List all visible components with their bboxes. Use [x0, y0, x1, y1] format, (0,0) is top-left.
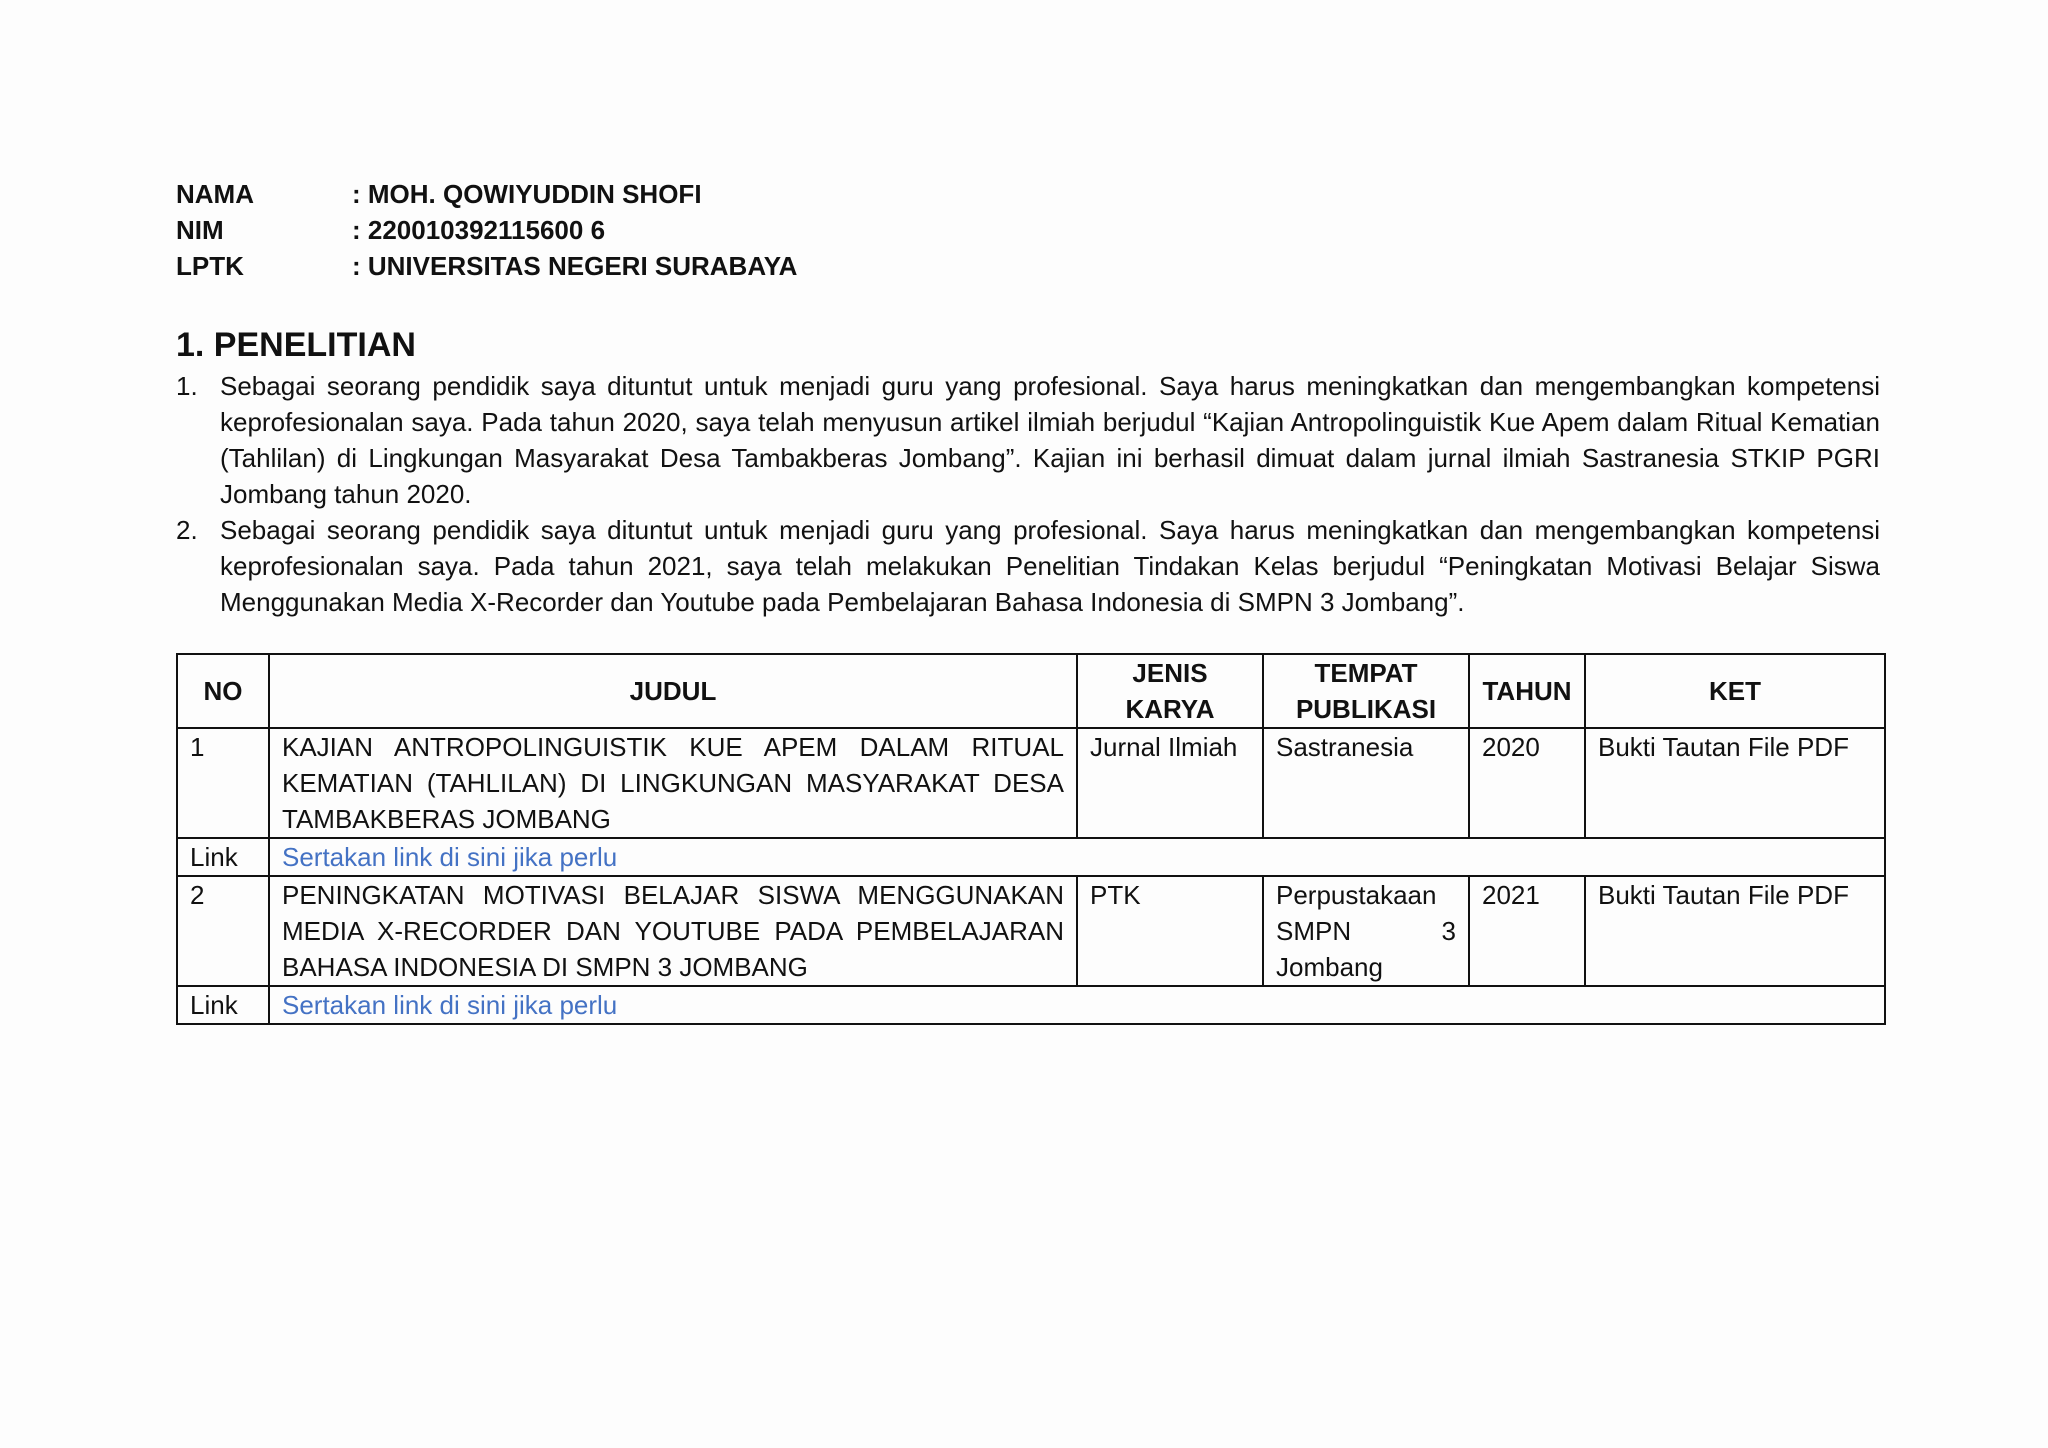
cell-ket: Bukti Tautan File PDF	[1585, 876, 1885, 986]
cell-tempat-publikasi: Sastranesia	[1263, 728, 1469, 838]
table-header-row	[177, 654, 1885, 728]
cell-link-text[interactable]: Sertakan link di sini jika perlu	[269, 986, 1885, 1024]
identity-block	[176, 176, 797, 284]
paragraph-item	[176, 512, 1880, 620]
identity-row-lptk	[176, 248, 797, 284]
header-tahun: TAHUN	[1469, 654, 1585, 728]
cell-jenis-karya: Jurnal Ilmiah	[1077, 728, 1263, 838]
cell-tempat-publikasi: Perpustakaan SMPN 3 Jombang	[1263, 876, 1469, 986]
cell-no: 2	[177, 876, 269, 986]
cell-jenis-karya: PTK	[1077, 876, 1263, 986]
cell-judul: PENINGKATAN MOTIVASI BELAJAR SISWA MENGGUNAKAN MEDIA X-RECORDER DAN YOUTUBE PADA PEMBELAJARAN BAHASA INDONESIA DI SMPN 3 JOMBANG	[269, 876, 1077, 986]
table-row	[177, 876, 1885, 986]
cell-link-label: Link	[177, 986, 269, 1024]
cell-no: 1	[177, 728, 269, 838]
identity-label: NIM	[176, 215, 224, 245]
cell-tahun: 2021	[1469, 876, 1585, 986]
header-ket: KET	[1585, 654, 1885, 728]
paragraph-text: Sebagai seorang pendidik saya dituntut untuk menjadi guru yang profesional. Saya harus meningkatkan dan mengembangkan kompetensi keprofesionalan saya. Pada tahun 2020, saya telah menyusun artikel ilmiah berjudul “Kajian Antropolinguistik Kue Apem dalam Ritual Kematian (Tahlilan) di Lingkungan Masyarakat Desa Tambakberas Jombang”. Kajian ini berhasil dimuat dalam jurnal ilmiah Sastranesia STKIP PGRI Jombang tahun 2020.	[220, 371, 1880, 509]
section-title: 1. PENELITIAN	[176, 326, 416, 364]
cell-link-text[interactable]: Sertakan link di sini jika perlu	[269, 838, 1885, 876]
table-row	[177, 728, 1885, 838]
identity-label: LPTK	[176, 251, 244, 281]
identity-row-nama	[176, 176, 797, 212]
paragraph-text: Sebagai seorang pendidik saya dituntut untuk menjadi guru yang profesional. Saya harus meningkatkan dan mengembangkan kompetensi keprofesionalan saya. Pada tahun 2021, saya telah melakukan Penelitian Tindakan Kelas berjudul “Peningkatan Motivasi Belajar Siswa Menggunakan Media X-Recorder dan Youtube pada Pembelajaran Bahasa Indonesia di SMPN 3 Jombang”.	[220, 515, 1880, 617]
paragraph-item	[176, 368, 1880, 512]
cell-tahun: 2020	[1469, 728, 1585, 838]
header-jenis-karya: JENIS KARYA	[1077, 654, 1263, 728]
header-no: NO	[177, 654, 269, 728]
identity-row-nim	[176, 212, 797, 248]
header-tempat-publikasi: TEMPAT PUBLIKASI	[1263, 654, 1469, 728]
paragraph-number: 2.	[176, 515, 198, 545]
header-judul: JUDUL	[269, 654, 1077, 728]
identity-value: : 220010392115600 6	[352, 215, 606, 245]
cell-judul: KAJIAN ANTROPOLINGUISTIK KUE APEM DALAM RITUAL KEMATIAN (TAHLILAN) DI LINGKUNGAN MASYARAKAT DESA TAMBAKBERAS JOMBANG	[269, 728, 1077, 838]
identity-value: : UNIVERSITAS NEGERI SURABAYA	[352, 251, 798, 281]
paragraph-number: 1.	[176, 371, 198, 401]
identity-value: : MOH. QOWIYUDDIN SHOFI	[352, 179, 702, 209]
cell-link-label: Link	[177, 838, 269, 876]
identity-label: NAMA	[176, 179, 254, 209]
paragraph-list	[176, 368, 1880, 620]
research-table	[176, 653, 1886, 1025]
table-link-row	[177, 986, 1885, 1024]
table-link-row	[177, 838, 1885, 876]
cell-ket: Bukti Tautan File PDF	[1585, 728, 1885, 838]
